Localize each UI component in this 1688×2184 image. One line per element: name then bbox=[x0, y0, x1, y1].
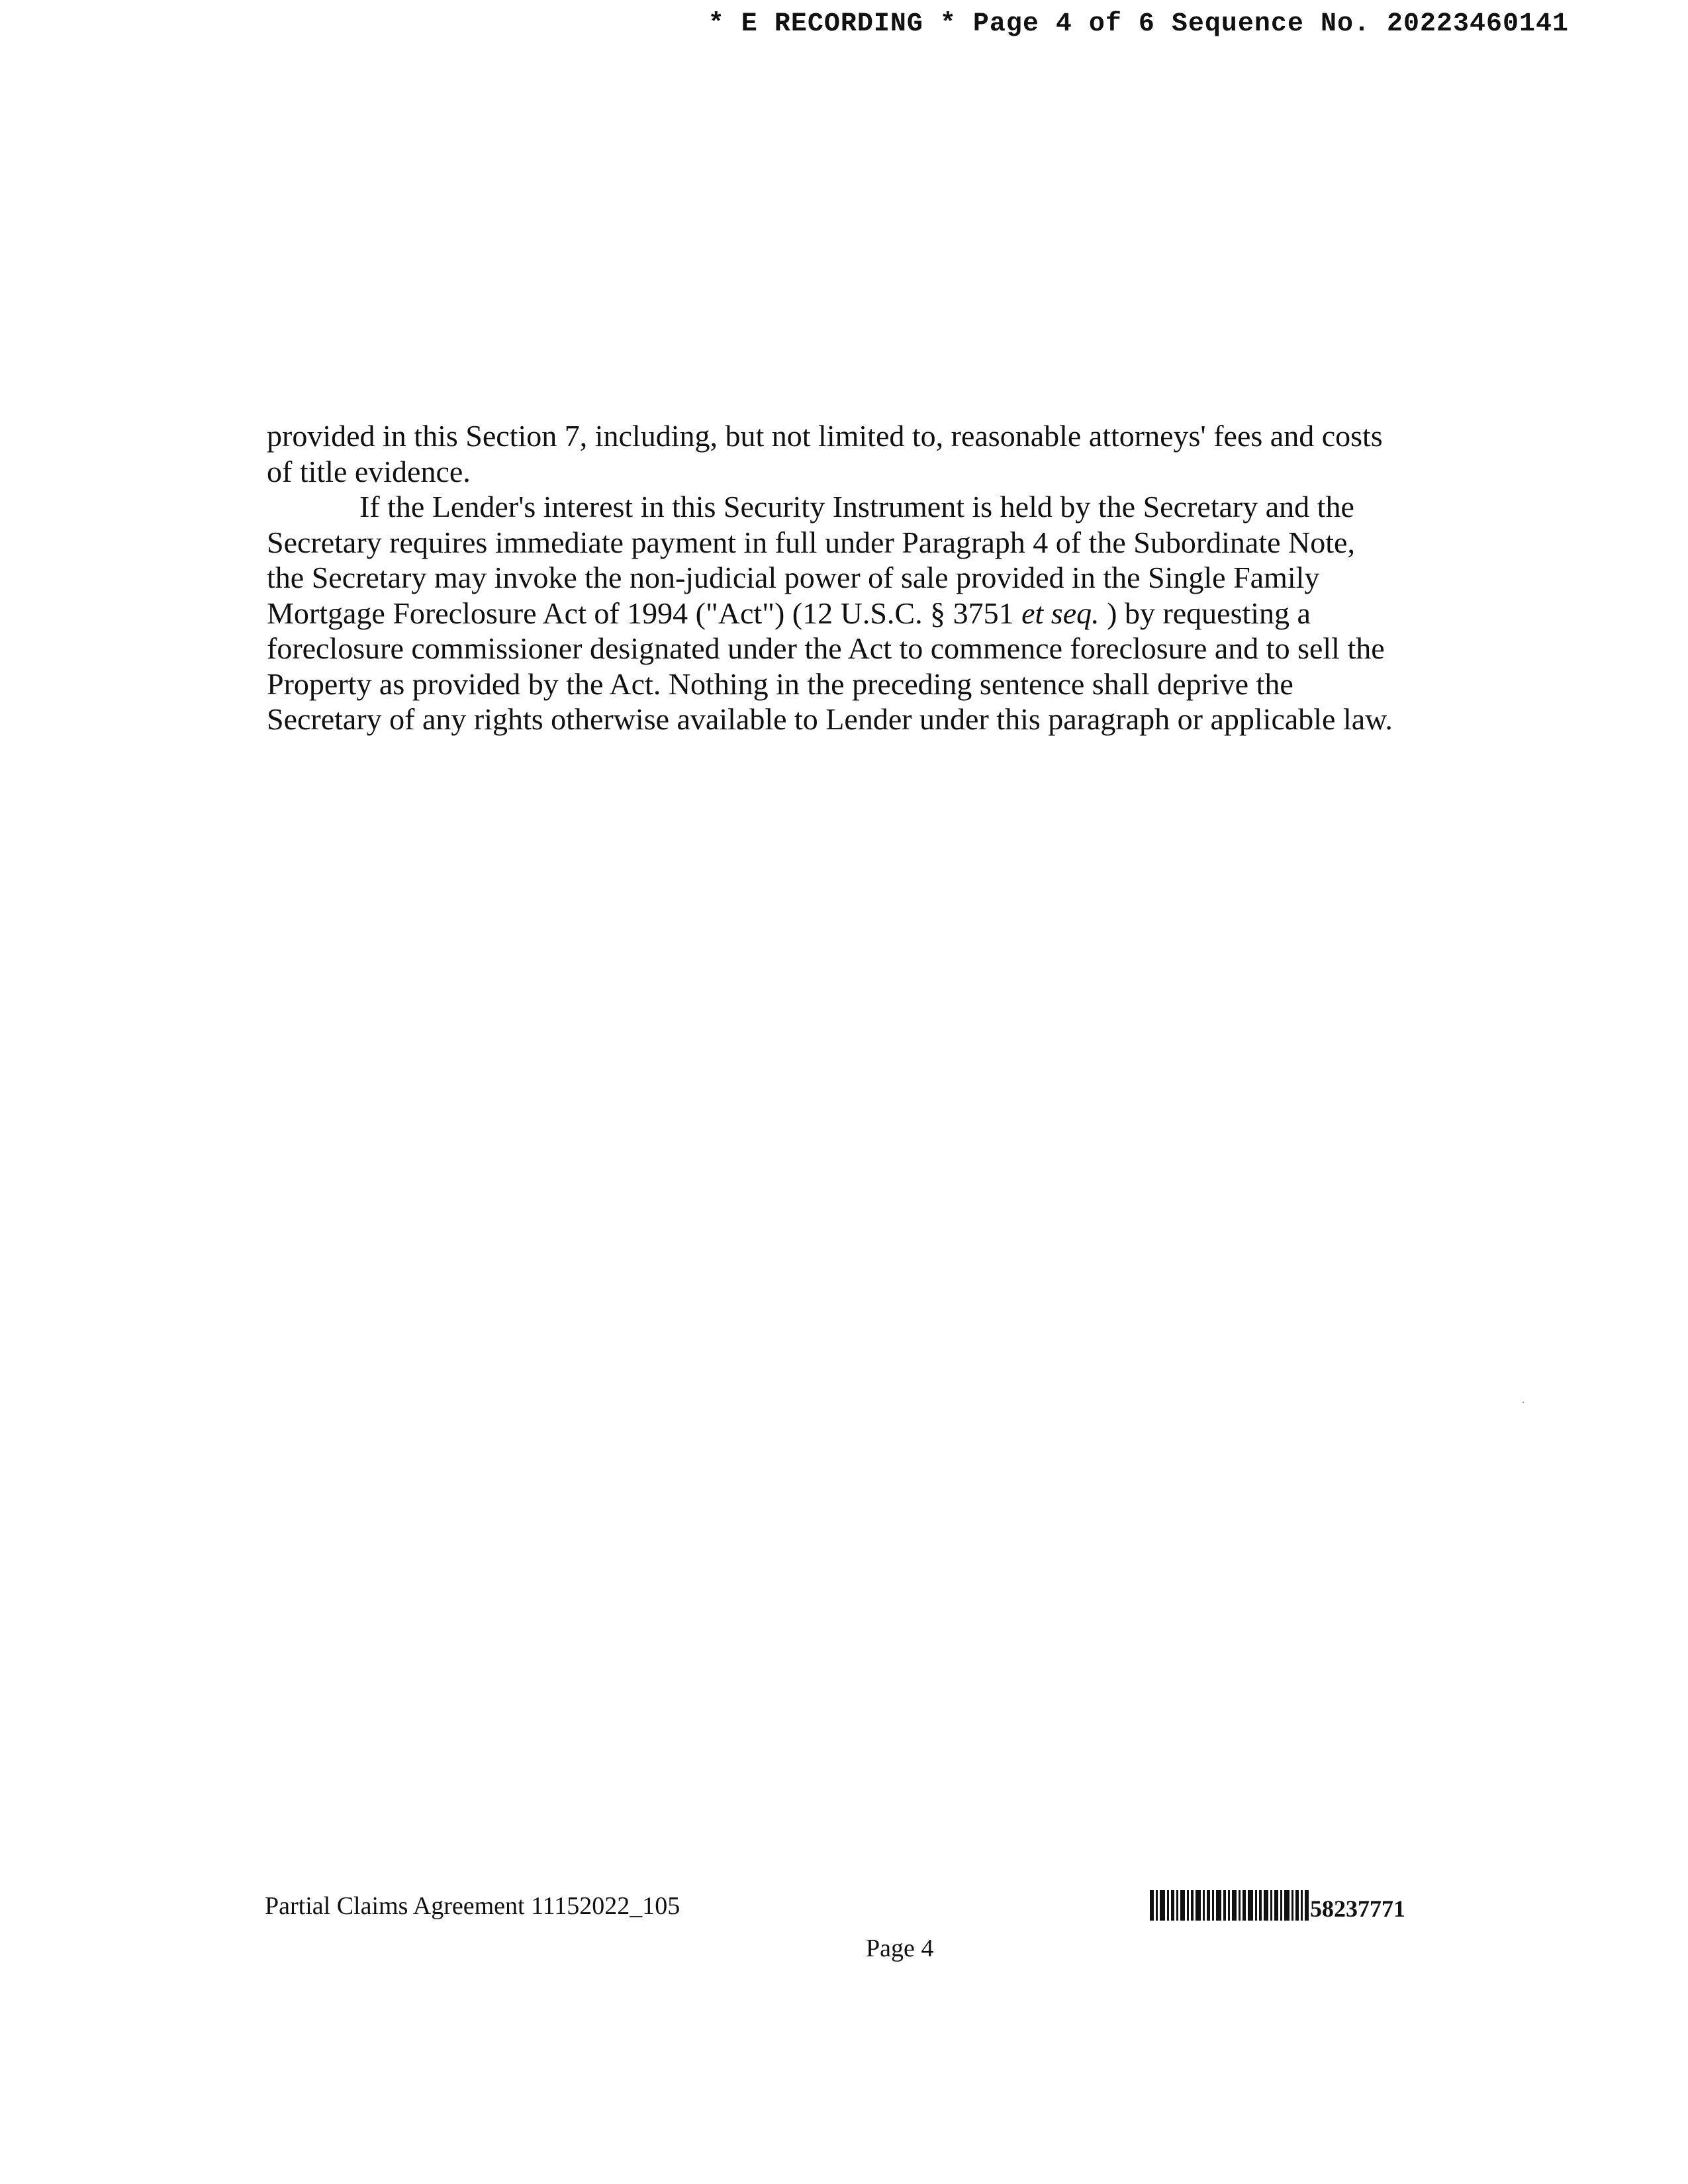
footer-barcode-block bbox=[1150, 1890, 1405, 1921]
body-line-8: Property as provided by the Act. Nothing in the preceding sentence shall deprive the bbox=[267, 666, 1293, 701]
body-line-2: of title evidence. bbox=[267, 454, 471, 488]
loan-number: 58237771 bbox=[1310, 1895, 1405, 1922]
citation-italic: et seq. bbox=[1021, 596, 1100, 630]
body-line-6 bbox=[267, 596, 1419, 631]
body-text bbox=[267, 418, 1419, 737]
page-number: Page 4 bbox=[866, 1934, 934, 1962]
body-line-6-text: Mortgage Foreclosure Act of 1994 ("Act") (12 U.S.C. § 3751 bbox=[267, 596, 1022, 630]
barcode-icon bbox=[1150, 1890, 1309, 1921]
body-line-5: the Secretary may invoke the non-judicial power of sale provided in the Single Family bbox=[267, 561, 1320, 594]
scan-speck bbox=[1523, 1402, 1524, 1403]
body-line-3: If the Lender's interest in this Security Instrument is held by the Secretary and the bbox=[359, 490, 1354, 523]
body-line-4: Secretary requires immediate payment in full under Paragraph 4 of the Subordinate Note, bbox=[267, 525, 1355, 559]
footer-document-name: Partial Claims Agreement 11152022_105 bbox=[265, 1892, 680, 1920]
body-line-7: foreclosure commissioner designated under the Act to commence foreclosure and to sell the bbox=[267, 631, 1385, 665]
citation-tail: ) by requesting a bbox=[1099, 596, 1311, 630]
recording-header: * E RECORDING * Page 4 of 6 Sequence No. 20223460141 bbox=[708, 9, 1569, 39]
body-line-1: provided in this Section 7, including, but not limited to, reasonable attorneys' fees and costs bbox=[267, 419, 1383, 453]
body-line-9: Secretary of any rights otherwise available to Lender under this paragraph or applicable law. bbox=[267, 702, 1393, 736]
